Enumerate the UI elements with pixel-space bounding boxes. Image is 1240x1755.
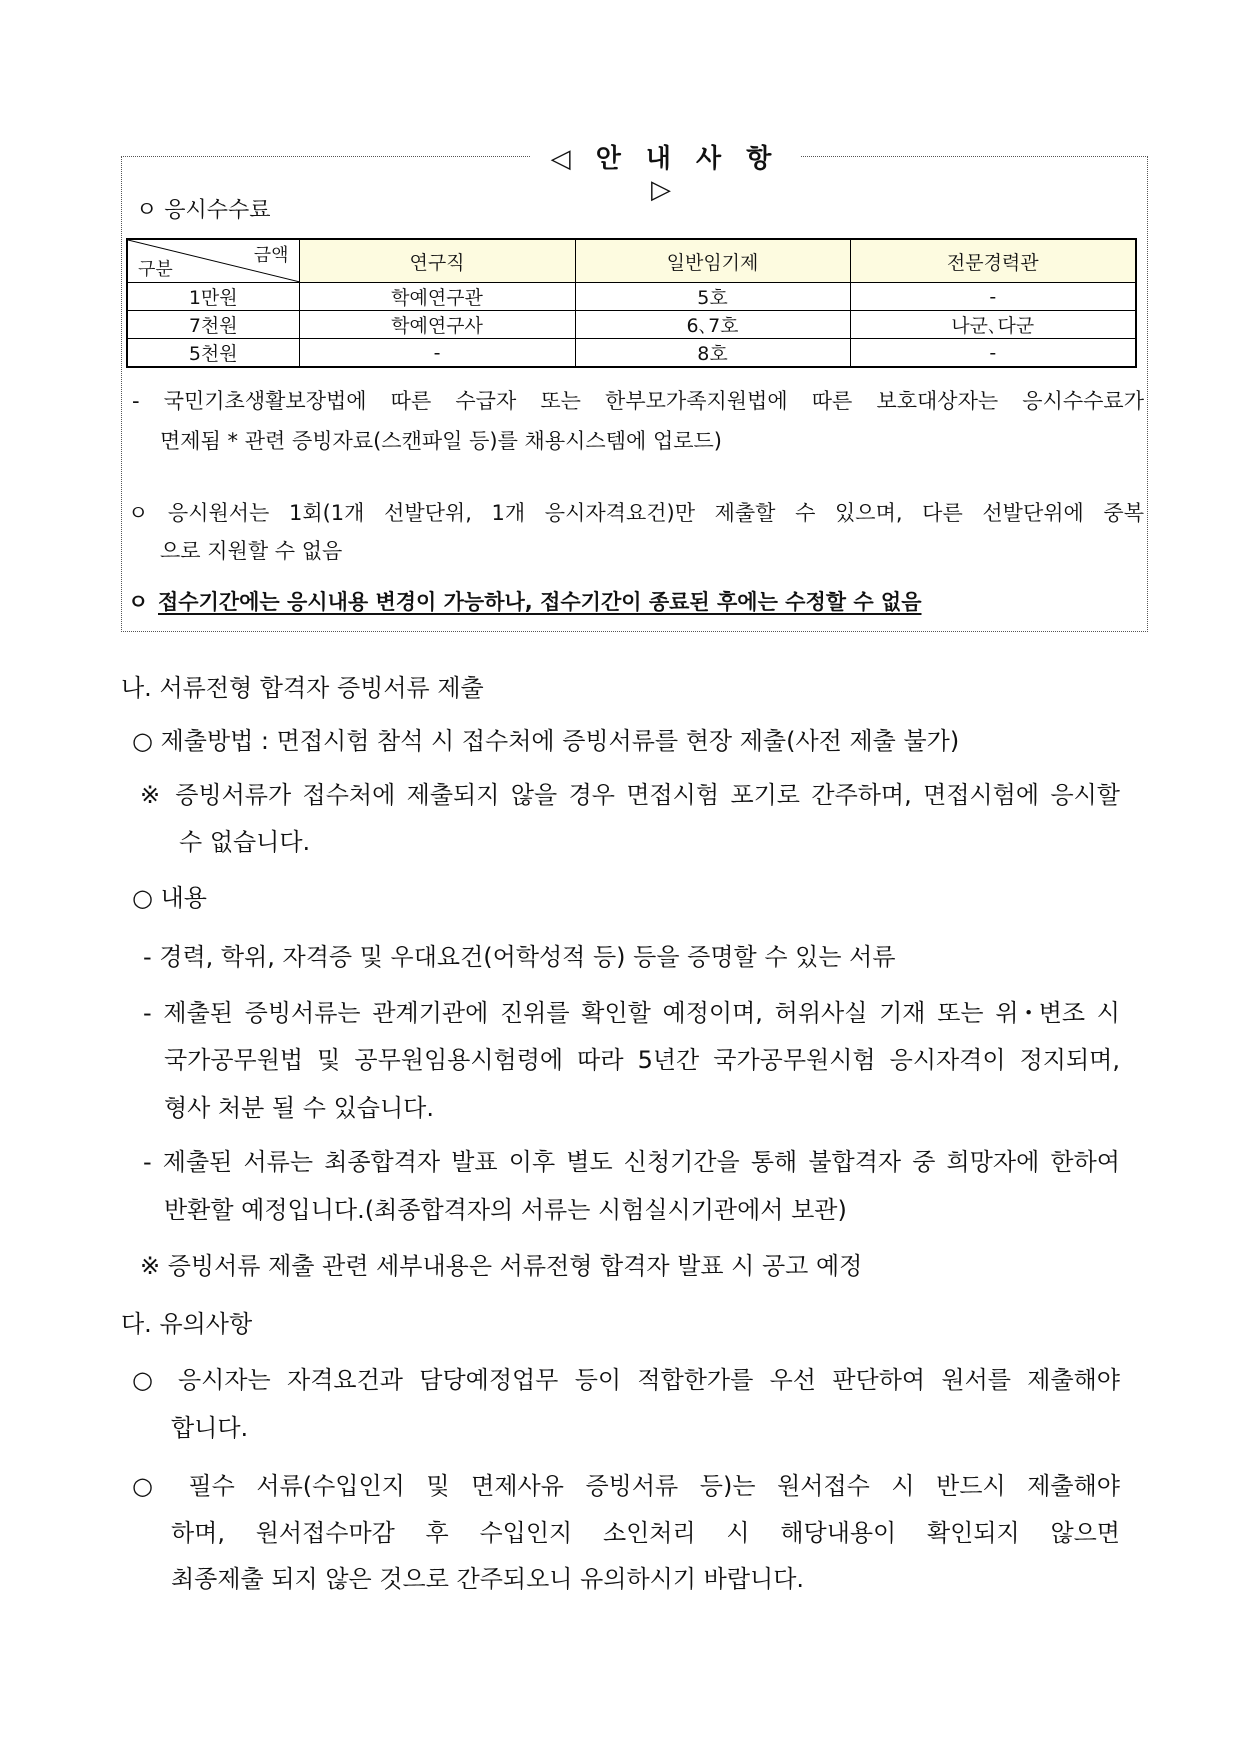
notice-title: ◁ 안 내 사 항 ▷	[530, 138, 800, 205]
fee-heading: ㅇ 응시수수료	[136, 198, 271, 223]
table-cell: -	[850, 283, 1136, 311]
note-text: ※ 증빙서류 제출 관련 세부내용은 서류전형 합격자 발표 시 공고 예정	[140, 1252, 863, 1280]
caution-item: 하며, 원서접수마감 후 수입인지 소인처리 시 해당내용이 확인되지 않으면	[171, 1519, 1120, 1547]
change-text: 접수기간에는 응시내용 변경이 가능하나, 접수기간이 종료된 후에는 수정할 수 없음	[158, 590, 922, 614]
note-text: 수 없습니다.	[179, 828, 311, 856]
content-item: - 제출된 서류는 최종합격자 발표 이후 별도 신청기간을 통해 불합격자 중 희망자에 한하여	[143, 1148, 1120, 1176]
table-cell: 나군､다군	[850, 311, 1136, 339]
application-text: ㅇ 응시원서는 1회(1개 선발단위, 1개 응시자격요건)만 제출할 수 있으며, 다른 선발단위에 중복	[128, 501, 1144, 525]
fee-table	[126, 238, 1137, 368]
corner-top-label: 금액	[253, 245, 289, 266]
table-cell: -	[850, 339, 1136, 368]
corner-bottom-label: 구분	[138, 259, 173, 280]
caution-item: ○ 응시자는 자격요건과 담당예정업무 등이 적합한가를 우선 판단하여 원서를 제출해야	[132, 1366, 1120, 1394]
section-na-heading: 나. 서류전형 합격자 증빙서류 제출	[121, 674, 484, 702]
content-heading: ○ 내용	[132, 884, 207, 912]
header-cell: 전문경력관	[850, 239, 1136, 283]
header-cell: 일반임기제	[575, 239, 850, 283]
table-row	[127, 311, 1136, 339]
content-item: - 경력, 학위, 자격증 및 우대요건(어학성적 등) 등을 증명할 수 있는 서류	[143, 943, 896, 971]
caution-item: 최종제출 되지 않은 것으로 간주되오니 유의하시기 바랍니다.	[171, 1565, 805, 1593]
table-cell: 학예연구관	[299, 283, 575, 311]
content-item: - 제출된 증빙서류는 관계기관에 진위를 확인할 예정이며, 허위사실 기재 또는 위･변조 시	[143, 999, 1120, 1027]
caution-item: 합니다.	[171, 1414, 249, 1442]
section-da-heading: 다. 유의사항	[121, 1310, 253, 1338]
table-cell: -	[299, 339, 575, 368]
table-row	[127, 339, 1136, 368]
exemption-text: - 국민기초생활보장법에 따른 수급자 또는 한부모가족지원법에 따른 보호대상자는 응시수수료가	[132, 389, 1144, 413]
table-cell: 1만원	[127, 283, 299, 311]
submission-method: ○ 제출방법 : 면접시험 참석 시 접수처에 증빙서류를 현장 제출(사전 제출 불가)	[132, 727, 960, 755]
exemption-text: 면제됨 * 관련 증빙자료(스캔파일 등)를 채용시스템에 업로드)	[160, 429, 722, 453]
application-text: 으로 지원할 수 없음	[160, 539, 343, 563]
content-item: 국가공무원법 및 공무원임용시험령에 따라 5년간 국가공무원시험 응시자격이 정지되며,	[164, 1046, 1120, 1074]
content-item: 형사 처분 될 수 있습니다.	[164, 1094, 434, 1122]
table-cell: 6､7호	[575, 311, 850, 339]
content-item: 반환할 예정입니다.(최종합격자의 서류는 시험실시기관에서 보관)	[164, 1196, 847, 1224]
note-text: ※ 증빙서류가 접수처에 제출되지 않을 경우 면접시험 포기로 간주하며, 면접시험에 응시할	[140, 781, 1120, 809]
table-cell: 7천원	[127, 311, 299, 339]
change-bullet: ㅇ	[128, 590, 149, 614]
table-cell: 학예연구사	[299, 311, 575, 339]
table-cell: 5호	[575, 283, 850, 311]
table-cell: 8호	[575, 339, 850, 368]
corner-cell	[127, 239, 299, 283]
table-cell: 5천원	[127, 339, 299, 368]
table-header-row	[127, 239, 1136, 283]
caution-item: ○ 필수 서류(수입인지 및 면제사유 증빙서류 등)는 원서접수 시 반드시 제출해야	[132, 1472, 1120, 1500]
table-row	[127, 283, 1136, 311]
header-cell: 연구직	[299, 239, 575, 283]
